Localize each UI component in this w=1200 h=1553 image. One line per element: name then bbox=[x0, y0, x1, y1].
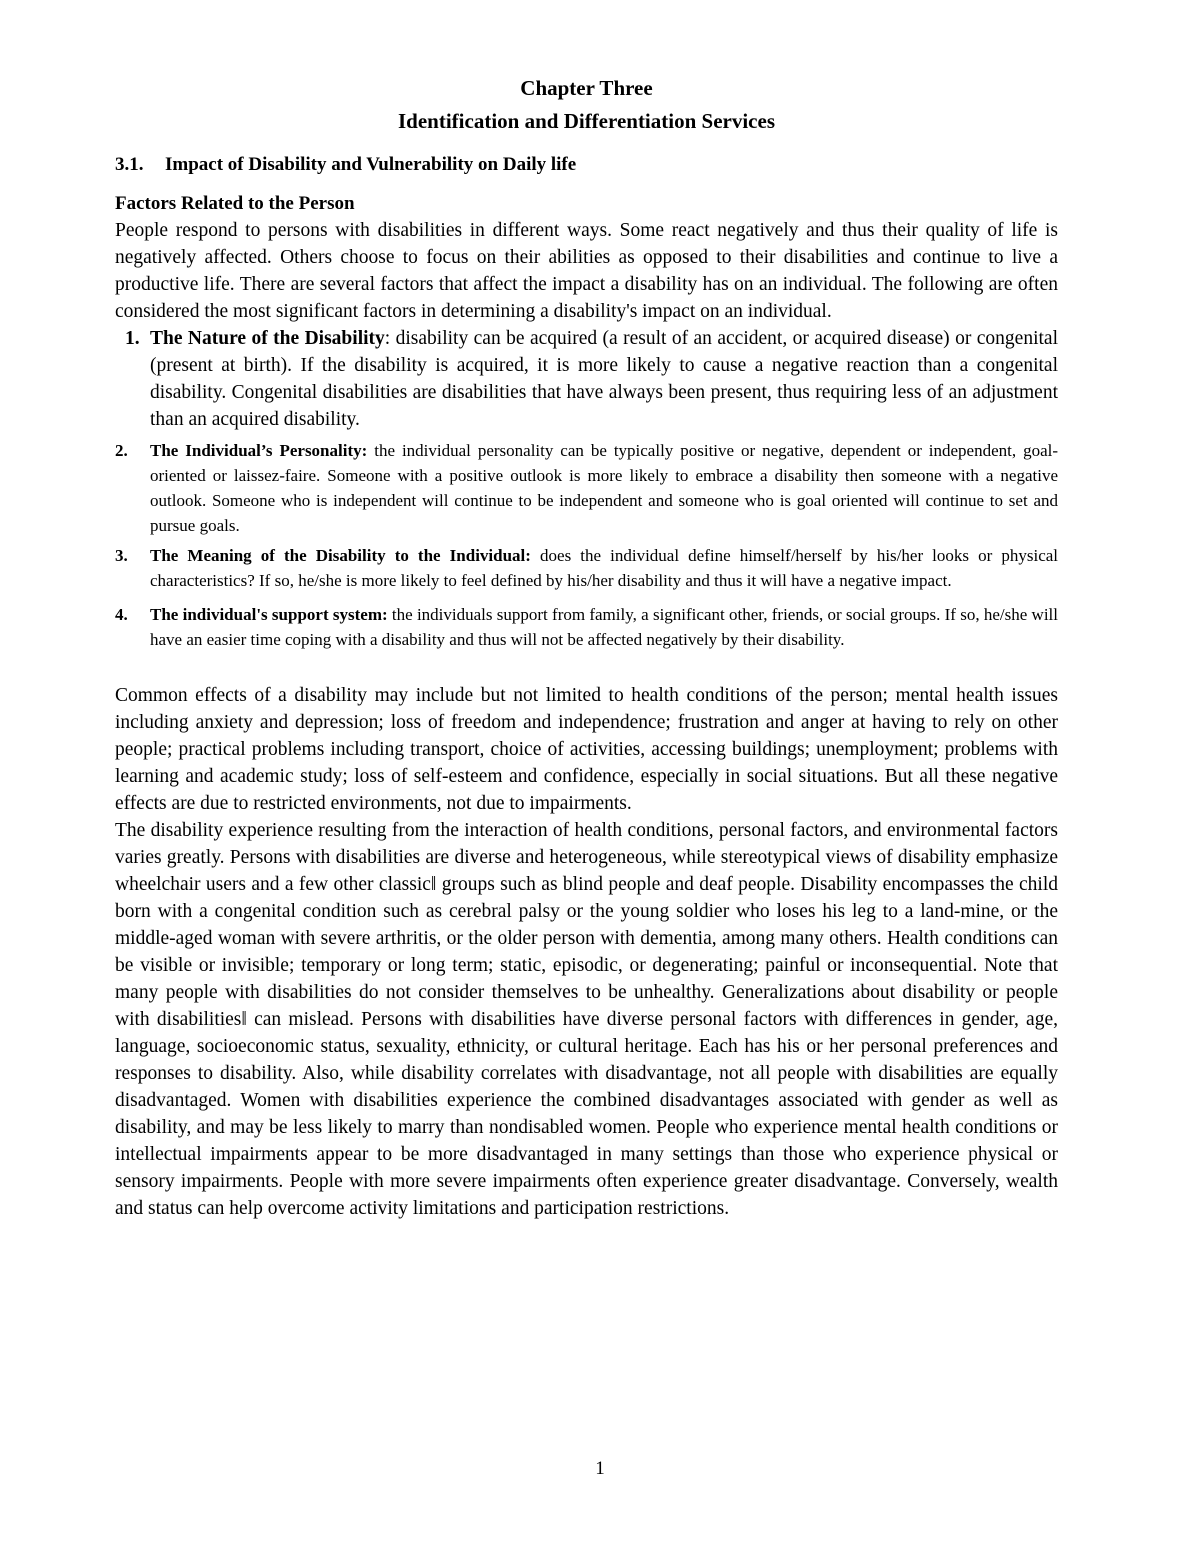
section-number: 3.1. bbox=[115, 154, 144, 175]
page-number: 1 bbox=[595, 1458, 605, 1479]
body-paragraph: The disability experience resulting from the interaction of health conditions, personal factors, and environmental factors varies greatly. Persons with disabilities are diverse and heterogeneous, while stereotypical views of disability emphasize wheelchair users and a few other classic‖ groups such as blind people and deaf people. Disability encompasses the child born with a congenital condition such as cerebral palsy or the young soldier who loses his leg to a land-mine, or the middle-aged woman with severe arthritis, or the older person with dementia, among many others. Health conditions can be visible or invisible; temporary or long term; static, episodic, or degenerating; painful or inconsequential. Note that many people with disabilities do not consider themselves to be unhealthy. Generalizations about disability or people with disabilities‖ can mislead. Persons with disabilities have diverse personal factors with differences in gender, age, language, socioeconomic status, sexuality, ethnicity, or cultural heritage. Each has his or her personal preferences and responses to disability. Also, while disability correlates with disadvantage, not all people with disabilities are equally disadvantaged. Women with disabilities experience the combined disadvantages associated with gender as well as disability, and may be less likely to marry than nondisabled women. People who experience mental health conditions or intellectual impairments appear to be more disadvantaged in many settings than those who experience physical or sensory impairments. People with more severe impairments often experience greater disadvantage. Conversely, wealth and status can help overcome activity limitations and participation restrictions. bbox=[115, 820, 1058, 1219]
section-heading bbox=[115, 152, 1058, 178]
list-item-label: The Individual’s Personality: bbox=[150, 441, 368, 460]
factors-list bbox=[115, 325, 1058, 652]
subheading: Factors Related to the Person bbox=[115, 193, 355, 214]
list-item bbox=[115, 543, 1058, 593]
list-item-label: The individual's support system: bbox=[150, 605, 388, 624]
list-item-number: 3. bbox=[115, 546, 128, 565]
list-item-text: the individual personality can be typically positive or negative, dependent or independent, goal-oriented or laissez-faire. Someone with a positive outlook is more likely to embrace a disability then someone with a negative outlook. Someone who is independent will continue to be independent and someone who is goal oriented will continue to set and pursue goals. bbox=[150, 441, 1058, 535]
list-item-label: The Nature of the Disability bbox=[150, 328, 385, 349]
list-item-text: : disability can be acquired (a result of an accident, or acquired disease) or congenital (present at birth). If the disability is acquired, it is more likely to cause a negative reaction than a congenital disability. Congenital disabilities are disabilities that have always been present, thus requiring less of an adjustment than an acquired disability. bbox=[150, 328, 1058, 430]
document-page bbox=[115, 72, 1058, 1222]
list-item-label: The Meaning of the Disability to the Individual: bbox=[150, 546, 531, 565]
intro-paragraph: People respond to persons with disabilities in different ways. Some react negatively and thus their quality of life is negatively affected. Others choose to focus on their abilities as opposed to their disabilities and continue to live a productive life. There are several factors that affect the impact a disability has on an individual. The following are often considered the most significant factors in determining a disability's impact on an individual. bbox=[115, 220, 1058, 322]
list-item-number: 4. bbox=[115, 605, 128, 624]
list-item-number: 1. bbox=[125, 328, 140, 349]
chapter-heading: Chapter Three bbox=[520, 76, 653, 100]
list-item bbox=[115, 602, 1058, 652]
section-title: Impact of Disability and Vulnerability on Daily life bbox=[165, 154, 577, 175]
body-paragraph: Common effects of a disability may include but not limited to health conditions of the person; mental health issues including anxiety and depression; loss of freedom and independence; frustration and anger at having to rely on other people; practical problems including transport, choice of activities, accessing buildings; unemployment; problems with learning and academic study; loss of self-esteem and confidence, especially in social situations. But all these negative effects are due to restricted environments, not due to impairments. bbox=[115, 685, 1058, 814]
chapter-title: Identification and Differentiation Services bbox=[398, 109, 775, 133]
list-item-text: the individuals support from family, a significant other, friends, or social groups. If so, he/she will have an easier time coping with a disability and thus will not be affected negatively by their disability. bbox=[150, 605, 1058, 649]
list-item-number: 2. bbox=[115, 441, 128, 460]
list-item bbox=[115, 438, 1058, 538]
list-item-text: does the individual define himself/herself by his/her looks or physical characteristics? If so, he/she is more likely to feel defined by his/her disability and thus it will have a negative impact. bbox=[150, 546, 1059, 590]
list-item bbox=[115, 325, 1058, 433]
